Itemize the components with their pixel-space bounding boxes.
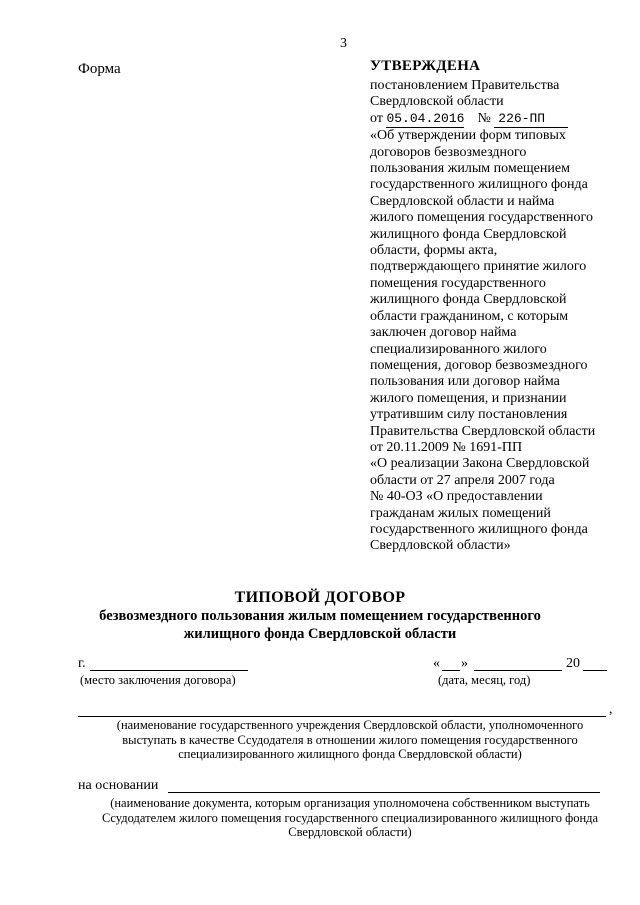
lessor-caption-line: выступать в качестве Ссудодателя в отношении жилого помещения государственного bbox=[122, 732, 578, 747]
contract-title: ТИПОВОЙ ДОГОВОР bbox=[234, 589, 406, 606]
approval-line: «Об утверждении форм типовых bbox=[370, 128, 566, 144]
page-number: 3 bbox=[340, 36, 347, 51]
day-close-quote: » bbox=[461, 656, 468, 671]
approval-line: помещения, договор безвозмездного bbox=[370, 357, 588, 373]
lessor-name-field[interactable] bbox=[78, 716, 606, 717]
contract-subtitle-line: безвозмездного пользования жилым помещением государственного bbox=[99, 608, 541, 624]
approval-line: помещения государственного bbox=[370, 275, 546, 291]
basis-document-field[interactable] bbox=[168, 792, 600, 793]
approval-line: Правительства Свердловской области bbox=[370, 423, 596, 439]
approval-line: Свердловской области и найма bbox=[370, 193, 555, 209]
place-prefix: г. bbox=[78, 656, 86, 671]
day-open-quote: « bbox=[433, 656, 440, 671]
approval-line: области гражданином, с которым bbox=[370, 308, 569, 324]
month-field[interactable] bbox=[474, 670, 562, 671]
year-field[interactable] bbox=[583, 670, 607, 671]
basis-caption-line: (наименование документа, которым организация уполномочена собственником выступать bbox=[110, 796, 590, 810]
approval-date: 05.04.2016 bbox=[386, 111, 464, 128]
approval-line: государственного жилищного фонда bbox=[370, 521, 588, 537]
contract-subtitle bbox=[0, 607, 640, 643]
approval-line: пользования или договор найма bbox=[370, 374, 560, 390]
approval-block bbox=[370, 78, 620, 555]
approval-line: области, формы акта, bbox=[370, 243, 498, 259]
approval-line: Свердловской области bbox=[370, 94, 504, 110]
approval-line: пользования жилым помещением bbox=[370, 161, 570, 177]
basis-caption-line: Свердловской области) bbox=[288, 825, 412, 839]
approval-line: постановлением Правительства bbox=[370, 78, 560, 93]
approval-line: № 40-ОЗ «О предоставлении bbox=[370, 489, 543, 505]
approval-line: жилого помещения, и признании bbox=[370, 390, 567, 406]
lessor-caption-line: специализированного жилищного фонда Свердловской области) bbox=[178, 747, 522, 761]
approval-line: Свердловской области» bbox=[370, 538, 511, 554]
year-prefix: 20 bbox=[566, 656, 580, 671]
approval-line: договоров безвозмездного bbox=[370, 144, 527, 160]
approval-title: УТВЕРЖДЕНА bbox=[370, 58, 481, 74]
date-caption: (дата, месяц, год) bbox=[438, 673, 531, 687]
basis-prefix: на основании bbox=[78, 778, 159, 793]
approval-line: жилого помещения государственного bbox=[370, 210, 593, 226]
approval-line: области от 27 апреля 2007 года bbox=[370, 472, 555, 488]
date-prefix: от bbox=[370, 110, 383, 126]
approval-line: подтверждающего принятие жилого bbox=[370, 259, 587, 275]
day-field[interactable] bbox=[442, 670, 460, 671]
approval-line: гражданам жилых помещений bbox=[370, 505, 551, 521]
number-prefix: № bbox=[477, 110, 491, 126]
form-label: Форма bbox=[78, 61, 121, 77]
approval-line: заключен договор найма bbox=[370, 325, 517, 341]
approval-number: 226-ПП bbox=[494, 111, 568, 128]
place-field[interactable] bbox=[90, 670, 248, 671]
approval-date-row bbox=[370, 111, 620, 128]
lessor-comma: , bbox=[609, 702, 613, 717]
place-caption: (место заключения договора) bbox=[80, 673, 236, 687]
contract-subtitle-line: жилищного фонда Свердловской области bbox=[183, 626, 457, 642]
approval-line: жилищного фонда Свердловской bbox=[370, 292, 567, 308]
approval-line: специализированного жилого bbox=[370, 341, 547, 357]
approval-line: утратившим силу постановления bbox=[370, 407, 568, 423]
approval-line: «О реализации Закона Свердловской bbox=[370, 456, 590, 472]
approval-line: жилищного фонда Свердловской bbox=[370, 226, 567, 242]
lessor-caption-line: (наименование государственного учреждения Свердловской области, уполномоченного bbox=[116, 718, 584, 732]
basis-caption bbox=[80, 796, 620, 840]
lessor-caption bbox=[80, 718, 620, 762]
approval-line: от 20.11.2009 № 1691-ПП bbox=[370, 439, 523, 455]
approval-line: государственного жилищного фонда bbox=[370, 177, 588, 193]
basis-caption-line: Ссудодателем жилого помещения государственного специализированного жилищного фонда bbox=[101, 810, 599, 825]
